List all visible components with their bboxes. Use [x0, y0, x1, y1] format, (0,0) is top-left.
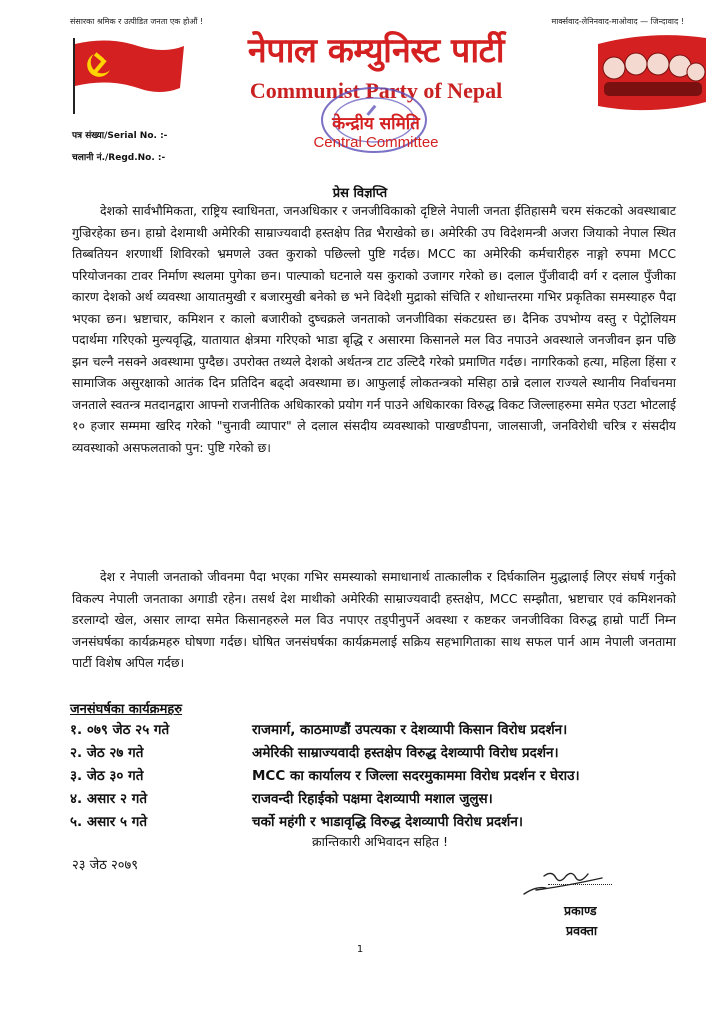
- program-event: अमेरिकी साम्राज्यवादी हस्तक्षेप विरुद्ध देशव्यापी विरोध प्रदर्शन।: [252, 745, 559, 761]
- signatory-name: प्रकाण्ड: [564, 903, 597, 918]
- program-event: चर्को महंगी र भाडावृद्धि विरुद्ध देशव्यापी विरोध प्रदर्शन।: [252, 814, 523, 830]
- program-item: [70, 743, 690, 767]
- program-date: ४. असार २ गते: [70, 791, 148, 807]
- programs-heading: जनसंघर्षका कार्यक्रमहरु: [70, 702, 183, 717]
- program-item: [70, 720, 690, 744]
- signature-line: [548, 884, 612, 885]
- header-slogan-right: मार्क्सवाद-लेनिनवाद-माओवाद — जिन्दावाद !: [551, 17, 684, 26]
- committee-name-nepali: केन्द्रीय समिति: [332, 114, 420, 134]
- page-number: 1: [356, 944, 364, 955]
- leaders-portraits-icon: [596, 30, 708, 116]
- program-date: २. जेठ २७ गते: [70, 745, 144, 761]
- party-name-english: Communist Party of Nepal: [249, 78, 503, 103]
- signatory-title: प्रवक्ता: [566, 923, 598, 938]
- program-date: १. ०७९ जेठ २५ गते: [70, 722, 170, 738]
- hammer-sickle-flag-icon: [68, 36, 188, 116]
- program-item: [70, 766, 690, 790]
- body-paragraph-1: देशको सार्वभौमिकता, राष्ट्रिय स्वाधिनता, जनअधिकार र जनजीविकाको दृष्टिले नेपाली जनता ईतिहासमै चरम संकटको अवस्थाबाट गुज्रिरहेका छन। हाम्रो देशमाथी अमेरिकी साम्राज्यवादी हस्तक्षेप तिव्र भैराखेको छ। अमेरिकी उप विदेशमन्त्री अजरा जियाको नेपाल स्थित तिब्बतियन शरणार्थी शिविरको भ्रमणले उक्त कुराको पछिल्लो पुष्टि गर्दछ। MCC का अमेरिकी कर्मचारीहरु नाङ्गो रुपमा MCC परियोजनका टावर निर्माण स्थलमा पुगेका छन। पाल्पाको घटनाले यस कुराको उजागर गरेको छ। दलाल पुँजीवादी वर्ग र दलाल पुँजीका कारण देशको अर्थ व्यवस्था आयातमुखी र बजारमुखी बनेको छ भने विदेशी मुद्राको संचिति र शोधान्तरमा गभिर प्रकृतिका समस्याहरु पैदा भएका छन। भ्रष्टाचार, कमिशन र कालो बजारीको दुष्चक्रले जनताको जनजीविका संकटग्रस्त छ। दैनिक उपभोग्य वस्तु र पेट्रोलियम पदार्थमा गरिएको मुल्यवृद्धि, यातायात क्षेत्रमा गरिएको भाडा बृद्धि र असारमा किसानले मल विउ नपाउने अवस्थाले जनजीवन झन पछि झन चल्नै नसक्ने अवस्थामा पुग्दैछ। उपरोक्त तथ्यले देशको अर्थतन्त्र टाट उल्टिदै गरेको प्रमाणित गर्दछ। नागरिकको हत्या, महिला हिंसा र सामाजिक असुरक्षाको आतंक दिन प्रतिदिन बढ्दो अवस्थामा छ। आफुलाई लोकतन्त्रको मसिहा ठान्ने दलाल राज्यले स्थानीय निर्वाचनमा जनताले स्वतन्त्र मतदानद्वारा आफ्नो राजनीतिक अधिकारको प्रयोग गर्न पाउने अधिकारका विरुद्ध विकट जिल्लाहरुमा समेत एउटा भोटलाई १० हजार सम्ममा खरिद गरेको "चुनावी व्यापार" ले दलाल संसदीय व्यवस्थाको पाखण्डीपना, जालसाजी, जनविरोधी चरित्र र संसदीय व्यवस्थाको असफलताको पुन: पुष्टि गरेको छ।: [72, 203, 676, 455]
- committee-name-english: Central Committee: [313, 134, 439, 151]
- registration-number-label: चलानी नं./Regd.No. :-: [72, 153, 166, 163]
- program-item: [70, 789, 690, 813]
- party-name-nepali: नेपाल कम्युनिस्ट पार्टी: [247, 31, 505, 71]
- header-slogan-left: संसारका श्रमिक र उत्पीडित जनता एक होऔं !: [70, 17, 204, 26]
- program-event: राजवन्दी रिहाईको पक्षमा देशव्यापी मशाल जुलुस।: [252, 791, 493, 807]
- program-date: ५. असार ५ गते: [70, 814, 148, 830]
- document-date: २३ जेठ २०७९: [72, 858, 139, 873]
- body-paragraph-2: देश र नेपाली जनताको जीवनमा पैदा भएका गभिर समस्याको समाधानार्थ तात्कालीक र दिर्घकालिन मुद्धालाई लिएर संघर्ष गर्नुको विकल्प नेपाली जनताका अगाडी रहेन। तसर्थ देश माथीको अमेरिकी साम्राज्यवादी हस्तक्षेप, MCC सम्झौता, भ्रष्टाचार एवं कमिशनको डरलाग्दो खेल, असार लाग्दा समेत किसानहरुले मल विउ नपाएर तड्पीनुपर्ने अवस्था र कष्टकर जनजीविका विरुद्ध हाम्रो पार्टी निम्न जनसंघर्षका कार्यक्रमहरु घोषणा गर्दछ। घोषित जनसंघर्षका कार्यक्रमलाई सक्रिय सहभागिताका साथ सफल पार्न आम नेपाली जनतामा पार्टी विशेष अपिल गर्दछ।: [72, 569, 676, 670]
- program-event: राजमार्ग, काठमाण्डौं उपत्यका र देशव्यापी किसान विरोध प्रदर्शन।: [252, 722, 568, 738]
- program-event: MCC का कार्यालय र जिल्ला सदरमुकाममा विरोध प्रदर्शन र घेराउ।: [252, 768, 580, 784]
- program-date: ३. जेठ ३० गते: [70, 768, 144, 784]
- closing-salutation: क्रान्तिकारी अभिवादन सहित !: [312, 834, 448, 849]
- serial-number-label: पत्र संख्या/Serial No. :-: [72, 131, 168, 141]
- press-release-title: प्रेस विज्ञप्ति: [332, 186, 388, 201]
